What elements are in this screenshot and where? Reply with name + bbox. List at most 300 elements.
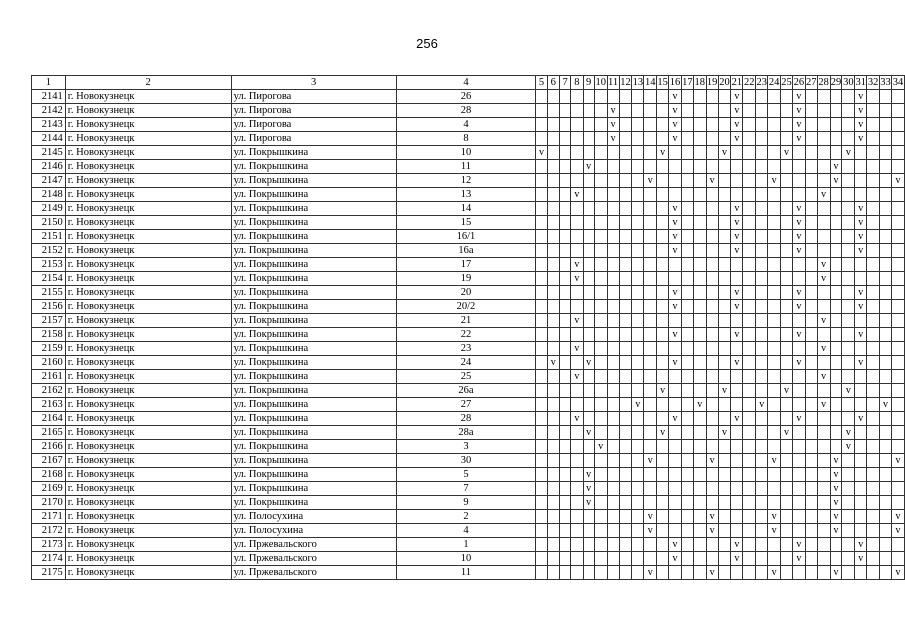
empty-cell — [657, 496, 669, 510]
empty-cell — [817, 118, 830, 132]
empty-cell — [594, 342, 607, 356]
check-mark: v — [891, 566, 904, 580]
empty-cell — [743, 370, 756, 384]
table-row — [32, 188, 905, 202]
empty-cell — [619, 566, 632, 580]
empty-cell — [780, 314, 792, 328]
empty-cell — [669, 510, 682, 524]
empty-cell — [743, 454, 756, 468]
empty-cell — [693, 174, 706, 188]
empty-cell — [657, 356, 669, 370]
check-mark: v — [731, 202, 743, 216]
empty-cell — [768, 286, 781, 300]
empty-cell — [842, 412, 855, 426]
empty-cell — [693, 510, 706, 524]
empty-cell — [731, 496, 743, 510]
empty-cell — [547, 202, 559, 216]
empty-cell — [718, 510, 731, 524]
empty-cell — [768, 468, 781, 482]
empty-cell — [731, 370, 743, 384]
empty-cell — [559, 202, 570, 216]
empty-cell — [594, 188, 607, 202]
empty-cell — [891, 188, 904, 202]
empty-cell — [669, 566, 682, 580]
table-row — [32, 90, 905, 104]
empty-cell — [547, 552, 559, 566]
house-cell: 10 — [396, 146, 536, 160]
empty-cell — [669, 258, 682, 272]
empty-cell — [571, 426, 583, 440]
empty-cell — [817, 356, 830, 370]
empty-cell — [718, 160, 731, 174]
empty-cell — [706, 426, 718, 440]
empty-cell — [891, 272, 904, 286]
empty-cell — [607, 566, 619, 580]
empty-cell — [842, 286, 855, 300]
empty-cell — [817, 146, 830, 160]
empty-cell — [619, 412, 632, 426]
header-cell-8: 8 — [571, 76, 583, 90]
empty-cell — [619, 104, 632, 118]
empty-cell — [632, 286, 644, 300]
empty-cell — [583, 258, 594, 272]
check-mark: v — [693, 398, 706, 412]
empty-cell — [693, 454, 706, 468]
empty-cell — [880, 356, 892, 370]
check-mark: v — [644, 510, 657, 524]
table-row — [32, 468, 905, 482]
house-cell: 23 — [396, 342, 536, 356]
city-cell: г. Новокузнецк — [65, 314, 231, 328]
empty-cell — [743, 314, 756, 328]
empty-cell — [880, 426, 892, 440]
table-row — [32, 384, 905, 398]
empty-cell — [559, 510, 570, 524]
empty-cell — [559, 272, 570, 286]
city-cell: г. Новокузнецк — [65, 524, 231, 538]
city-cell: г. Новокузнецк — [65, 440, 231, 454]
empty-cell — [768, 272, 781, 286]
house-cell: 11 — [396, 566, 536, 580]
empty-cell — [706, 538, 718, 552]
check-mark: v — [891, 510, 904, 524]
empty-cell — [718, 300, 731, 314]
check-mark: v — [536, 146, 547, 160]
empty-cell — [805, 398, 817, 412]
empty-cell — [805, 188, 817, 202]
empty-cell — [756, 440, 768, 454]
table-row — [32, 174, 905, 188]
street-cell: ул. Покрышкина — [231, 174, 396, 188]
check-mark: v — [571, 342, 583, 356]
check-mark: v — [607, 104, 619, 118]
empty-cell — [693, 538, 706, 552]
empty-cell — [607, 314, 619, 328]
street-cell: ул. Покрышкина — [231, 454, 396, 468]
empty-cell — [768, 384, 781, 398]
empty-cell — [830, 314, 842, 328]
header-cell-17: 17 — [682, 76, 693, 88]
empty-cell — [644, 314, 657, 328]
empty-cell — [619, 286, 632, 300]
empty-cell — [867, 132, 880, 146]
header-cell-28: 28 — [818, 76, 829, 88]
check-mark: v — [594, 440, 607, 454]
empty-cell — [891, 160, 904, 174]
empty-cell — [547, 286, 559, 300]
empty-cell — [867, 552, 880, 566]
empty-cell — [594, 552, 607, 566]
row-number: 2165 — [32, 426, 66, 440]
empty-cell — [657, 538, 669, 552]
table-row — [32, 132, 905, 146]
check-mark: v — [830, 174, 842, 188]
city-cell: г. Новокузнецк — [65, 566, 231, 580]
empty-cell — [880, 328, 892, 342]
empty-cell — [718, 524, 731, 538]
empty-cell — [547, 216, 559, 230]
empty-cell — [693, 216, 706, 230]
empty-cell — [583, 440, 594, 454]
header-cell-14: 14 — [644, 76, 656, 88]
empty-cell — [619, 146, 632, 160]
empty-cell — [583, 174, 594, 188]
empty-cell — [619, 90, 632, 104]
row-number: 2143 — [32, 118, 66, 132]
check-mark: v — [792, 230, 805, 244]
empty-cell — [594, 118, 607, 132]
empty-cell — [632, 90, 644, 104]
row-number: 2155 — [32, 286, 66, 300]
check-mark: v — [706, 566, 718, 580]
empty-cell — [607, 286, 619, 300]
empty-cell — [756, 412, 768, 426]
check-mark: v — [792, 244, 805, 258]
row-number: 2141 — [32, 90, 66, 104]
empty-cell — [632, 328, 644, 342]
header-cell-3: 3 — [231, 76, 396, 90]
empty-cell — [619, 174, 632, 188]
check-mark: v — [731, 538, 743, 552]
empty-cell — [547, 510, 559, 524]
street-cell: ул. Покрышкина — [231, 300, 396, 314]
empty-cell — [817, 468, 830, 482]
empty-cell — [681, 146, 693, 160]
empty-cell — [830, 90, 842, 104]
empty-cell — [756, 566, 768, 580]
empty-cell — [632, 104, 644, 118]
empty-cell — [607, 454, 619, 468]
house-cell: 17 — [396, 258, 536, 272]
empty-cell — [706, 482, 718, 496]
check-mark: v — [855, 202, 867, 216]
empty-cell — [571, 118, 583, 132]
empty-cell — [632, 566, 644, 580]
empty-cell — [867, 258, 880, 272]
empty-cell — [792, 188, 805, 202]
check-mark: v — [780, 384, 792, 398]
empty-cell — [669, 146, 682, 160]
empty-cell — [830, 426, 842, 440]
empty-cell — [571, 384, 583, 398]
empty-cell — [657, 118, 669, 132]
empty-cell — [718, 118, 731, 132]
empty-cell — [619, 230, 632, 244]
empty-cell — [657, 454, 669, 468]
empty-cell — [594, 496, 607, 510]
street-cell: ул. Покрышкина — [231, 202, 396, 216]
empty-cell — [792, 314, 805, 328]
empty-cell — [669, 426, 682, 440]
empty-cell — [594, 524, 607, 538]
empty-cell — [817, 300, 830, 314]
header-cell-12: 12 — [620, 76, 631, 88]
city-cell: г. Новокузнецк — [65, 538, 231, 552]
empty-cell — [706, 356, 718, 370]
empty-cell — [756, 300, 768, 314]
empty-cell — [842, 258, 855, 272]
empty-cell — [536, 398, 547, 412]
row-number: 2171 — [32, 510, 66, 524]
table-row — [32, 230, 905, 244]
check-mark: v — [780, 426, 792, 440]
empty-cell — [780, 468, 792, 482]
empty-cell — [547, 482, 559, 496]
empty-cell — [681, 272, 693, 286]
empty-cell — [681, 230, 693, 244]
header-cell-4: 4 — [396, 76, 536, 90]
empty-cell — [607, 174, 619, 188]
empty-cell — [583, 524, 594, 538]
row-number: 2162 — [32, 384, 66, 398]
empty-cell — [583, 300, 594, 314]
empty-cell — [805, 104, 817, 118]
empty-cell — [805, 118, 817, 132]
empty-cell — [805, 566, 817, 580]
empty-cell — [842, 202, 855, 216]
empty-cell — [743, 566, 756, 580]
header-cell-6: 6 — [547, 76, 559, 90]
empty-cell — [768, 216, 781, 230]
empty-cell — [792, 174, 805, 188]
check-mark: v — [792, 90, 805, 104]
table-row — [32, 440, 905, 454]
check-mark: v — [571, 370, 583, 384]
empty-cell — [780, 230, 792, 244]
empty-cell — [669, 314, 682, 328]
empty-cell — [693, 552, 706, 566]
empty-cell — [780, 482, 792, 496]
empty-cell — [817, 510, 830, 524]
empty-cell — [842, 104, 855, 118]
empty-cell — [632, 300, 644, 314]
empty-cell — [805, 286, 817, 300]
check-mark: v — [817, 258, 830, 272]
empty-cell — [632, 510, 644, 524]
empty-cell — [805, 300, 817, 314]
empty-cell — [731, 342, 743, 356]
empty-cell — [583, 328, 594, 342]
empty-cell — [855, 146, 867, 160]
empty-cell — [842, 342, 855, 356]
header-cell-33: 33 — [880, 76, 891, 88]
empty-cell — [536, 216, 547, 230]
empty-cell — [842, 370, 855, 384]
table-row — [32, 566, 905, 580]
check-mark: v — [731, 412, 743, 426]
empty-cell — [644, 468, 657, 482]
city-cell: г. Новокузнецк — [65, 426, 231, 440]
empty-cell — [743, 552, 756, 566]
empty-cell — [657, 468, 669, 482]
empty-cell — [805, 90, 817, 104]
empty-cell — [768, 370, 781, 384]
empty-cell — [891, 258, 904, 272]
empty-cell — [644, 384, 657, 398]
street-cell: ул. Покрышкина — [231, 314, 396, 328]
empty-cell — [880, 146, 892, 160]
empty-cell — [559, 384, 570, 398]
check-mark: v — [792, 286, 805, 300]
empty-cell — [632, 496, 644, 510]
city-cell: г. Новокузнецк — [65, 132, 231, 146]
empty-cell — [632, 384, 644, 398]
empty-cell — [805, 342, 817, 356]
empty-cell — [891, 118, 904, 132]
city-cell: г. Новокузнецк — [65, 356, 231, 370]
empty-cell — [817, 104, 830, 118]
check-mark: v — [855, 216, 867, 230]
empty-cell — [559, 188, 570, 202]
empty-cell — [743, 216, 756, 230]
empty-cell — [681, 370, 693, 384]
check-mark: v — [768, 566, 781, 580]
empty-cell — [547, 328, 559, 342]
empty-cell — [867, 188, 880, 202]
empty-cell — [657, 552, 669, 566]
empty-cell — [571, 454, 583, 468]
empty-cell — [867, 328, 880, 342]
empty-cell — [706, 146, 718, 160]
empty-cell — [805, 202, 817, 216]
empty-cell — [768, 202, 781, 216]
empty-cell — [693, 300, 706, 314]
empty-cell — [657, 566, 669, 580]
check-mark: v — [731, 356, 743, 370]
empty-cell — [559, 146, 570, 160]
empty-cell — [607, 356, 619, 370]
empty-cell — [867, 272, 880, 286]
empty-cell — [536, 426, 547, 440]
empty-cell — [880, 160, 892, 174]
empty-cell — [731, 146, 743, 160]
check-mark: v — [830, 510, 842, 524]
empty-cell — [536, 328, 547, 342]
row-number: 2175 — [32, 566, 66, 580]
empty-cell — [891, 384, 904, 398]
header-cell-19: 19 — [706, 76, 718, 88]
empty-cell — [693, 524, 706, 538]
empty-cell — [681, 384, 693, 398]
city-cell: г. Новокузнецк — [65, 370, 231, 384]
check-mark: v — [669, 300, 682, 314]
empty-cell — [768, 412, 781, 426]
empty-cell — [536, 412, 547, 426]
empty-cell — [867, 454, 880, 468]
empty-cell — [594, 146, 607, 160]
empty-cell — [619, 496, 632, 510]
empty-cell — [583, 146, 594, 160]
empty-cell — [830, 202, 842, 216]
empty-cell — [632, 258, 644, 272]
empty-cell — [547, 370, 559, 384]
empty-cell — [805, 412, 817, 426]
empty-cell — [830, 286, 842, 300]
empty-cell — [536, 286, 547, 300]
empty-cell — [842, 552, 855, 566]
check-mark: v — [644, 566, 657, 580]
empty-cell — [681, 118, 693, 132]
empty-cell — [706, 300, 718, 314]
empty-cell — [706, 384, 718, 398]
empty-cell — [842, 398, 855, 412]
empty-cell — [891, 230, 904, 244]
empty-cell — [583, 314, 594, 328]
empty-cell — [830, 412, 842, 426]
empty-cell — [805, 440, 817, 454]
empty-cell — [805, 552, 817, 566]
empty-cell — [817, 90, 830, 104]
house-cell: 7 — [396, 482, 536, 496]
empty-cell — [693, 426, 706, 440]
empty-cell — [792, 482, 805, 496]
empty-cell — [536, 314, 547, 328]
house-cell: 24 — [396, 356, 536, 370]
check-mark: v — [571, 188, 583, 202]
empty-cell — [743, 482, 756, 496]
empty-cell — [718, 538, 731, 552]
empty-cell — [817, 286, 830, 300]
empty-cell — [681, 258, 693, 272]
street-cell: ул. Покрышкина — [231, 258, 396, 272]
row-number: 2147 — [32, 174, 66, 188]
check-mark: v — [880, 398, 892, 412]
empty-cell — [756, 342, 768, 356]
check-mark: v — [731, 90, 743, 104]
city-cell: г. Новокузнецк — [65, 510, 231, 524]
header-cell-15: 15 — [657, 76, 668, 88]
empty-cell — [644, 426, 657, 440]
empty-cell — [780, 132, 792, 146]
empty-cell — [693, 440, 706, 454]
empty-cell — [571, 146, 583, 160]
empty-cell — [731, 510, 743, 524]
empty-cell — [768, 342, 781, 356]
empty-cell — [559, 90, 570, 104]
check-mark: v — [706, 510, 718, 524]
empty-cell — [571, 216, 583, 230]
city-cell: г. Новокузнецк — [65, 384, 231, 398]
empty-cell — [768, 440, 781, 454]
empty-cell — [693, 370, 706, 384]
empty-cell — [594, 356, 607, 370]
table-row — [32, 412, 905, 426]
house-cell: 20/2 — [396, 300, 536, 314]
empty-cell — [632, 314, 644, 328]
empty-cell — [731, 314, 743, 328]
empty-cell — [583, 342, 594, 356]
empty-cell — [731, 384, 743, 398]
